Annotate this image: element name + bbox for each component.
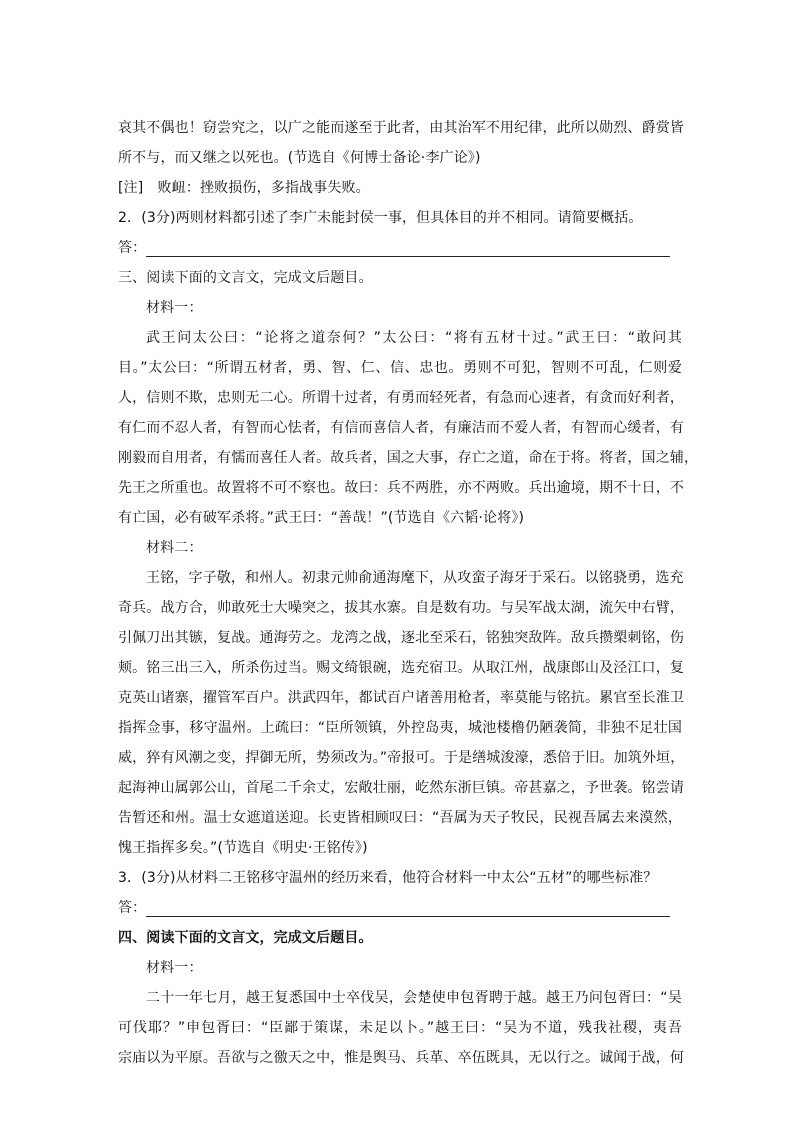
material-label: 材料二： — [146, 540, 203, 556]
text-line: 二十一年七月，越王复悉国中士卒伐吴，会楚使申包胥聘于越。越王乃问包胥曰：“吴 — [146, 990, 682, 1006]
answer-label: 答： — [118, 900, 147, 916]
text-line: 刚毅而自用者，有懦而喜任人者。故兵者，国之大事，存亡之道，命在于将。将者，国之辅， — [118, 450, 699, 466]
text-line: 可伐耶？”申包胥曰：“臣鄙于策谋，未足以卜。”越王曰：“吴为不道，残我社稷，夷吾 — [118, 1020, 682, 1036]
text-line: 先王之所重也。故置将不可不察也。故曰：兵不两胜，亦不两败。兵出逾境，期不十日，不 — [118, 480, 684, 496]
question-2: 2．(3分)两则材料都引述了李广未能封侯一事，但具体目的并不相同。请简要概括。 — [118, 210, 643, 226]
section-heading-3: 三、阅读下面的文言文，完成文后题目。 — [118, 270, 373, 286]
text-line: 奇兵。战方合，帅敢死士大噪突之，拔其水寨。自是数有功。与吴军战太湖，流矢中右臂， — [118, 600, 684, 616]
text-line: 威，猝有风潮之变，捍御无所，势须改为。”帝报可。于是缮城浚濠，悉倍于旧。加筑外垣， — [118, 750, 685, 766]
text-line: 哀其不偶也！窃尝究之，以广之能而遂至于此者，由其治军不用纪律，此所以勋烈、爵赏皆 — [118, 120, 684, 136]
text-line: 有亡国，必有破军杀将。”武王曰：“善哉！”(节选自《六韬·论将》) — [118, 510, 525, 526]
note-line: [注] 败衄：挫败损伤，多指战事失败。 — [118, 180, 370, 196]
text-line: 克英山诸寨，擢管军百户。洪武四年，都试百户诸善用枪者，率莫能与铭抗。累官至长淮卫 — [118, 690, 684, 706]
text-line: 武王问太公曰：“论将之道奈何？”太公曰：“将有五材十过。”武王曰：“敢问其 — [146, 330, 682, 346]
text-line: 引佩刀出其镞，复战。通海劳之。龙湾之战，逐北至采石，铭独突敌阵。敌兵攒槊刺铭，伤 — [118, 630, 684, 646]
answer-line[interactable] — [146, 256, 670, 257]
material-label: 材料一： — [146, 300, 203, 316]
text-line: 王铭，字子敬，和州人。初隶元帅俞通海麾下，从攻蛮子海牙于采石。以铭骁勇，选充 — [146, 570, 684, 586]
text-line: 宗庙以为平原。吾欲与之徼天之中，惟是舆马、兵革、卒伍既具，无以行之。诚闻于战，何 — [118, 1050, 684, 1066]
material-label: 材料一： — [146, 960, 203, 976]
text-line: 告暂还和州。温士女遮道送迎。长吏皆相顾叹曰：“吾属为天子牧民，民视吾属去来漠然， — [118, 810, 682, 826]
text-line: 目。”太公曰：“所谓五材者，勇、智、仁、信、忠也。勇则不可犯，智则不可乱，仁则爱 — [118, 360, 682, 376]
answer-label: 答： — [118, 240, 147, 256]
text-line: 愧王指挥多矣。”(节选自《明史·王铭传》) — [118, 840, 368, 856]
section-heading-4: 四、阅读下面的文言文，完成文后题目。 — [118, 930, 373, 946]
text-line: 有仁而不忍人者，有智而心怯者，有信而喜信人者，有廉洁而不爱人者，有智而心缓者，有 — [118, 420, 684, 436]
text-line: 颊。铭三出三入，所杀伤过当。赐文绮银碗，选充宿卫。从取江州，战康郎山及泾江口，复 — [118, 660, 684, 676]
answer-line[interactable] — [146, 916, 670, 917]
text-line: 人，信则不欺，忠则无二心。所谓十过者，有勇而轻死者，有急而心速者，有贪而好利者， — [118, 390, 684, 406]
question-3: 3．(3分)从材料二王铭移守温州的经历来看，他符合材料一中太公“五材”的哪些标准？ — [118, 870, 658, 886]
text-line: 所不与，而又继之以死也。(节选自《何博士备论·李广论》) — [118, 150, 481, 166]
text-line: 起海神山属郭公山，首尾二千余丈，宏敞壮丽，屹然东浙巨镇。帝甚嘉之，予世袭。铭尝请 — [118, 780, 684, 796]
text-line: 指挥佥事，移守温州。上疏曰：“臣所领镇，外控岛夷，城池楼橹仍陋袭简，非独不足壮国 — [118, 720, 682, 736]
